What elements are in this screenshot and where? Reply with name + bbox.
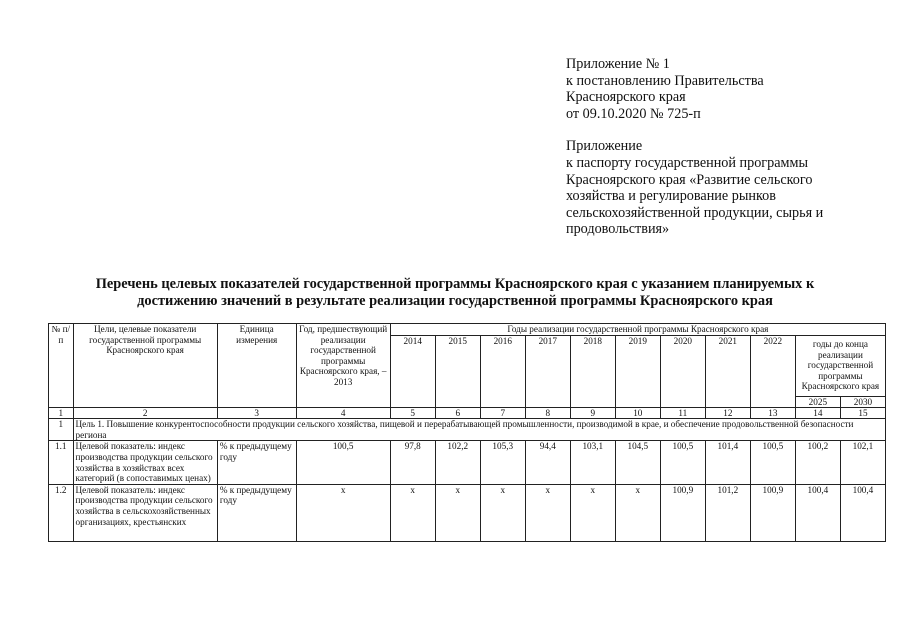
title-line-2: достижению значений в результате реализации государственной программы Красноярского края bbox=[137, 293, 773, 309]
row-prev-value: x bbox=[296, 484, 390, 541]
appendix-line: Приложение bbox=[566, 138, 643, 155]
header-years-group: Годы реализации государственной программы Красноярского края bbox=[390, 324, 885, 336]
header-end-year: 2030 bbox=[840, 396, 885, 408]
row-value: 100,9 bbox=[750, 484, 795, 541]
table-row bbox=[49, 484, 886, 541]
header-year: 2019 bbox=[615, 335, 660, 408]
row-value: x bbox=[525, 484, 570, 541]
appendix-line: Красноярского края bbox=[566, 89, 686, 106]
appendix-line: к паспорту государственной программы bbox=[566, 154, 809, 171]
header-num: № п/п bbox=[49, 324, 74, 408]
row-value: 102,1 bbox=[840, 441, 885, 484]
row-indicator: Целевой показатель: индекс производства продукции сельского хозяйства в хозяйствах всех категорий (в сопоставимых ценах) bbox=[73, 441, 217, 484]
header-year: 2016 bbox=[480, 335, 525, 408]
indicators-table bbox=[48, 323, 886, 542]
row-value: x bbox=[390, 484, 435, 541]
row-num: 1.2 bbox=[49, 484, 74, 541]
header-end-year: 2025 bbox=[795, 396, 840, 408]
column-number: 14 bbox=[795, 408, 840, 419]
header-until-end: годы до конца реализации государственной программы Красноярского края bbox=[795, 335, 885, 396]
goal-row bbox=[49, 419, 886, 441]
row-num: 1.1 bbox=[49, 441, 74, 484]
column-number: 13 bbox=[750, 408, 795, 419]
appendix-block bbox=[566, 56, 886, 238]
header-unit: Единица измерения bbox=[217, 324, 296, 408]
row-value: 100,9 bbox=[660, 484, 705, 541]
row-value: 97,8 bbox=[390, 441, 435, 484]
column-number: 12 bbox=[705, 408, 750, 419]
header-year: 2017 bbox=[525, 335, 570, 408]
row-value: x bbox=[480, 484, 525, 541]
goal-num: 1 bbox=[49, 419, 74, 441]
row-value: 94,4 bbox=[525, 441, 570, 484]
appendix-spacer bbox=[566, 122, 886, 138]
header-prev-year: Год, предшествующий реализации государственной программы Красноярского края, – 2013 bbox=[296, 324, 390, 408]
header-year: 2018 bbox=[570, 335, 615, 408]
row-value: 101,4 bbox=[705, 441, 750, 484]
row-value: 104,5 bbox=[615, 441, 660, 484]
column-number: 15 bbox=[840, 408, 885, 419]
table-row bbox=[49, 441, 886, 484]
column-number: 3 bbox=[217, 408, 296, 419]
header-year: 2015 bbox=[435, 335, 480, 408]
row-value: x bbox=[435, 484, 480, 541]
row-value: 100,4 bbox=[840, 484, 885, 541]
row-value: 103,1 bbox=[570, 441, 615, 484]
appendix-line: продовольствия» bbox=[566, 221, 670, 238]
goal-text: Цель 1. Повышение конкурентоспособности продукции сельского хозяйства, пищевой и перерабатывающей промышленности, производимой в крае, и обеспечение продовольственной безопасности региона bbox=[73, 419, 885, 441]
header-row-1 bbox=[49, 324, 886, 336]
row-prev-value: 100,5 bbox=[296, 441, 390, 484]
column-number: 9 bbox=[570, 408, 615, 419]
title-line-1: Перечень целевых показателей государственной программы Красноярского края с указанием планируемых к bbox=[95, 276, 815, 292]
column-number: 8 bbox=[525, 408, 570, 419]
header-year: 2014 bbox=[390, 335, 435, 408]
document-title bbox=[30, 276, 880, 310]
column-number: 1 bbox=[49, 408, 74, 419]
row-value: 102,2 bbox=[435, 441, 480, 484]
row-value: 101,2 bbox=[705, 484, 750, 541]
column-number: 6 bbox=[435, 408, 480, 419]
appendix-line: от 09.10.2020 № 725-п bbox=[566, 105, 701, 122]
row-value: 105,3 bbox=[480, 441, 525, 484]
row-unit: % к предыдущему году bbox=[217, 441, 296, 484]
header-year: 2020 bbox=[660, 335, 705, 408]
appendix-line: Приложение № 1 bbox=[566, 56, 670, 72]
row-value: 100,4 bbox=[795, 484, 840, 541]
row-unit: % к предыдущему году bbox=[217, 484, 296, 541]
column-numbers-row bbox=[49, 408, 886, 419]
header-goals: Цели, целевые показатели государственной программы Красноярского края bbox=[73, 324, 217, 408]
row-value: x bbox=[615, 484, 660, 541]
column-number: 11 bbox=[660, 408, 705, 419]
column-number: 5 bbox=[390, 408, 435, 419]
column-number: 4 bbox=[296, 408, 390, 419]
header-year: 2022 bbox=[750, 335, 795, 408]
header-year: 2021 bbox=[705, 335, 750, 408]
appendix-line: сельскохозяйственной продукции, сырья и bbox=[566, 204, 824, 221]
row-indicator: Целевой показатель: индекс производства продукции сельского хозяйства в сельскохозяйственных организациях, крестьянских bbox=[73, 484, 217, 541]
column-number: 2 bbox=[73, 408, 217, 419]
row-value: 100,2 bbox=[795, 441, 840, 484]
row-value: x bbox=[570, 484, 615, 541]
appendix-line: хозяйства и регулирование рынков bbox=[566, 188, 776, 205]
appendix-line: к постановлению Правительства bbox=[566, 72, 764, 89]
row-value: 100,5 bbox=[750, 441, 795, 484]
row-value: 100,5 bbox=[660, 441, 705, 484]
column-number: 7 bbox=[480, 408, 525, 419]
appendix-line: Красноярского края «Развитие сельского bbox=[566, 171, 813, 188]
column-number: 10 bbox=[615, 408, 660, 419]
